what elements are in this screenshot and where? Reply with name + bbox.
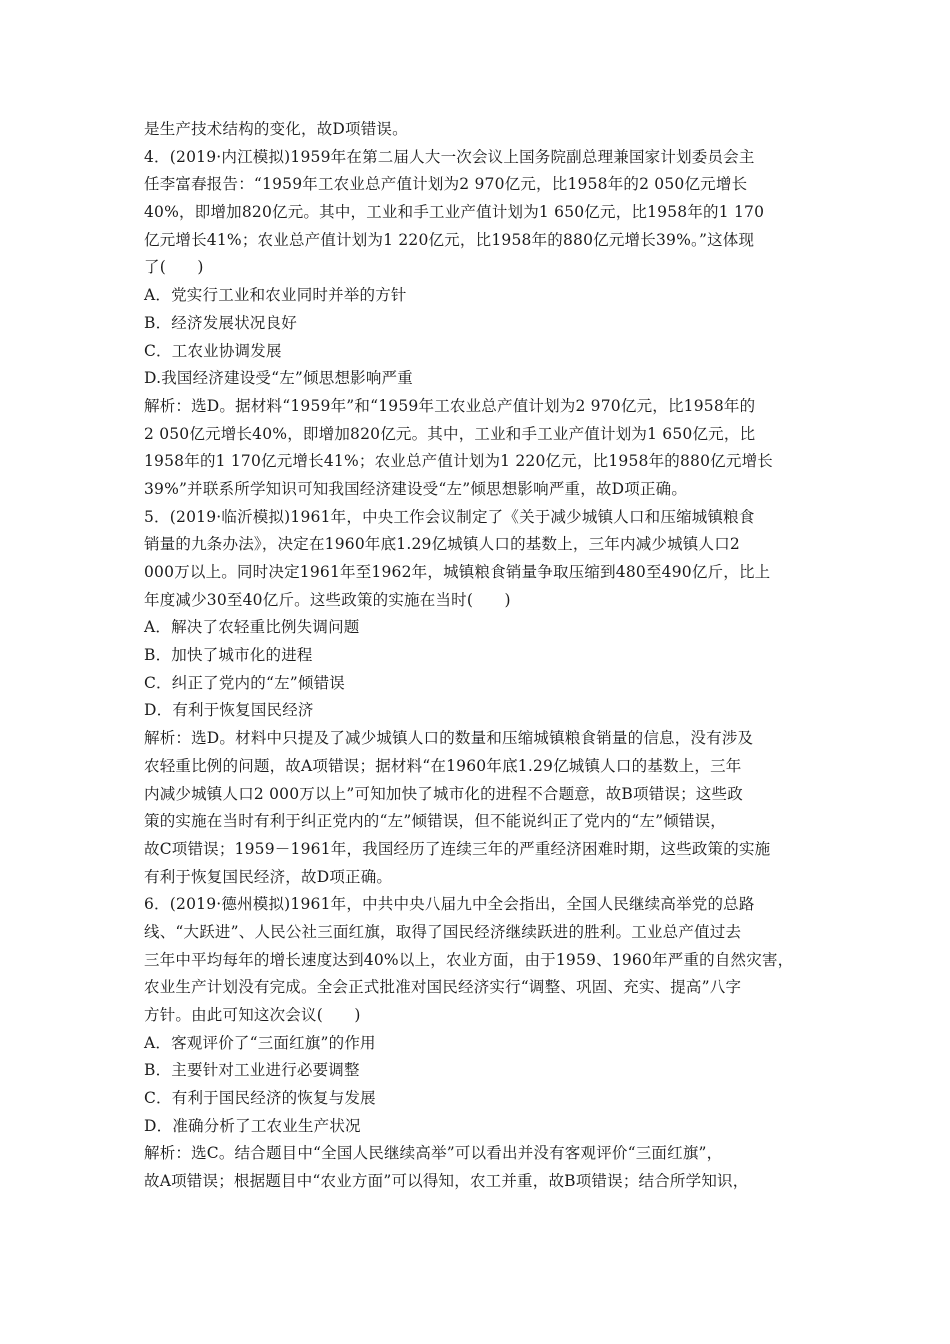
option-a: A．党实行工业和农业同时并举的方针	[144, 286, 407, 305]
option-b: B．主要针对工业进行必要调整	[144, 1061, 360, 1080]
text-line: 1958年的1 170亿元增长41%；农业总产值计划为1 220亿元，比1958年的880亿元增长	[144, 452, 773, 471]
text-line: 故C项错误；1959－1961年，我国经历了连续三年的严重经济困难时期，这些政策的实施	[144, 839, 771, 858]
text-line: 000万以上。同时决定1961年至1962年，城镇粮食销量争取压缩到480至490亿斤，比上	[144, 563, 771, 581]
analysis-5: 解析：选D。材料中只提及了减少城镇人口的数量和压缩城镇粮食销量的信息，没有涉及	[144, 729, 754, 748]
text-line: 是生产技术结构的变化，故D项错误。	[144, 120, 408, 138]
option-c: C．有利于国民经济的恢复与发展	[144, 1089, 376, 1108]
analysis-6: 解析：选C。结合题目中“全国人民继续高举”可以看出并没有客观评价“三面红旗”，	[144, 1144, 723, 1163]
text-line: 2 050亿元增长40%，即增加820亿元。其中，工业和手工业产值计划为1 650亿元，比	[144, 424, 756, 443]
text-line: 策的实施在当时有利于纠正党内的“左”倾错误，但不能说纠正了党内的“左”倾错误，	[144, 812, 726, 831]
text-line: 有利于恢复国民经济，故D项正确。	[144, 867, 393, 886]
text-line: 内减少城镇人口2 000万以上”可知加快了城市化的进程不合题意，故B项错误；这些政	[144, 784, 743, 803]
text-line: 40%，即增加820亿元。其中，工业和手工业产值计划为1 650亿元，比1958年的1 170	[144, 203, 765, 222]
text-line: 三年中平均每年的增长速度达到40%以上，农业方面，由于1959、1960年严重的自然灾害，	[144, 950, 794, 969]
text-line: 年度减少30至40亿斤。这些政策的实施在当时( )	[144, 590, 511, 609]
text-line: 39%”并联系所学知识可知我国经济建设受“左”倾思想影响严重，故D项正确。	[144, 479, 688, 498]
question-4-stem: 4．(2019·内江模拟)1959年在第二届人大一次会议上国务院副总理兼国家计划委员会主	[144, 147, 755, 166]
option-a: A．解决了农轻重比例失调问题	[144, 618, 360, 637]
option-d: D．准确分析了工农业生产状况	[144, 1116, 361, 1135]
option-b: B．加快了城市化的进程	[144, 646, 313, 665]
analysis-4: 解析：选D。据材料“1959年”和“1959年工农业总产值计划为2 970亿元，比1958年的	[144, 396, 756, 415]
option-d: D.我国经济建设受“左”倾思想影响严重	[144, 369, 413, 388]
text-line: 故A项错误；根据题目中“农业方面”可以得知，农工并重，故B项错误；结合所学知识，	[144, 1172, 749, 1191]
text-line: 亿元增长41%；农业总产值计划为1 220亿元，比1958年的880亿元增长39%。”这体现	[144, 230, 755, 249]
option-c: C．纠正了党内的“左”倾错误	[144, 673, 346, 692]
option-c: C．工农业协调发展	[144, 341, 282, 360]
question-6-stem: 6．(2019·德州模拟)1961年，中共中央八届九中全会指出，全国人民继续高举党的总路	[144, 895, 755, 914]
text-line: 线、“大跃进”、人民公社三面红旗，取得了国民经济继续跃进的胜利。工业总产值过去	[144, 922, 742, 941]
text-line: 方针。由此可知这次会议( )	[144, 1006, 361, 1024]
document-page	[144, 116, 808, 1196]
text-line: 任李富春报告：“1959年工农业总产值计划为2 970亿元，比1958年的2 050亿元增长	[144, 175, 748, 194]
option-a: A．客观评价了“三面红旗”的作用	[144, 1033, 376, 1052]
text-line: 销量的九条办法》，决定在1960年底1.29亿城镇人口的基数上，三年内减少城镇人口2	[144, 535, 740, 554]
text-line: 农轻重比例的问题，故A项错误；据材料“在1960年底1.29亿城镇人口的基数上，三年	[144, 756, 742, 775]
text-line: 农业生产计划没有完成。全会正式批准对国民经济实行“调整、巩固、充实、提高”八字	[144, 978, 742, 997]
option-d: D．有利于恢复国民经济	[144, 701, 314, 720]
option-b: B．经济发展状况良好	[144, 313, 297, 332]
question-5-stem: 5．(2019·临沂模拟)1961年，中央工作会议制定了《关于减少城镇人口和压缩城镇粮食	[144, 507, 755, 526]
text-line: 了( )	[144, 258, 204, 277]
